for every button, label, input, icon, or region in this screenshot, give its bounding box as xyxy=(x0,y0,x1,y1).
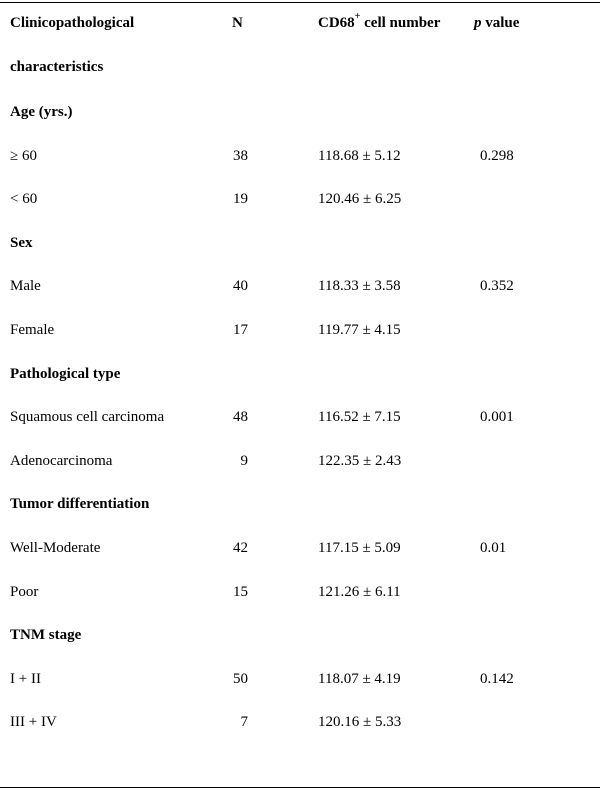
row-label: Squamous cell carcinoma xyxy=(10,409,165,425)
row-cd68-value: 122.35 ± 2.43 xyxy=(318,453,402,469)
row-cd68-value: 117.15 ± 5.09 xyxy=(318,540,401,556)
row-label: III + IV xyxy=(10,714,57,730)
row-p-value: 0.352 xyxy=(480,278,514,294)
row-cd68-value: 118.33 ± 3.58 xyxy=(318,278,401,294)
row-p-value: 0.298 xyxy=(480,148,514,164)
row-n: 40 xyxy=(233,278,248,294)
header-p-italic: p xyxy=(474,15,482,31)
header-p-suffix: value xyxy=(481,15,520,31)
row-n: 50 xyxy=(233,671,248,687)
header-cd68 xyxy=(318,11,441,32)
table-top-rule xyxy=(0,2,600,3)
row-cd68-value: 121.26 ± 6.11 xyxy=(318,584,401,600)
header-cd68-suffix: cell number xyxy=(360,15,441,31)
header-cd68-prefix: CD68 xyxy=(318,15,355,31)
header-characteristics-line2: characteristics xyxy=(10,59,104,75)
row-p-value: 0.142 xyxy=(480,671,514,687)
group-heading: Sex xyxy=(10,235,33,251)
table-bottom-rule xyxy=(0,787,600,788)
row-n: 9 xyxy=(240,453,248,469)
row-label: Well-Moderate xyxy=(10,540,101,556)
header-characteristics-line1: Clinicopathological xyxy=(10,15,135,31)
row-label: Female xyxy=(10,322,55,338)
row-n: 15 xyxy=(233,584,248,600)
group-heading: Pathological type xyxy=(10,366,121,382)
row-label: I + II xyxy=(10,671,41,687)
row-label: Male xyxy=(10,278,41,294)
row-label: Adenocarcinoma xyxy=(10,453,113,469)
group-heading: Age (yrs.) xyxy=(10,104,73,120)
row-cd68-value: 120.16 ± 5.33 xyxy=(318,714,402,730)
row-n: 48 xyxy=(233,409,248,425)
row-cd68-value: 118.07 ± 4.19 xyxy=(318,671,401,687)
header-cd68-superscript: + xyxy=(354,11,361,22)
row-p-value: 0.01 xyxy=(480,540,507,556)
row-n: 7 xyxy=(240,714,248,730)
group-heading: TNM stage xyxy=(10,627,82,643)
header-n: N xyxy=(232,15,243,31)
row-cd68-value: 116.52 ± 7.15 xyxy=(318,409,401,425)
row-n: 17 xyxy=(233,322,248,338)
row-n: 42 xyxy=(233,540,248,556)
row-label: ≥ 60 xyxy=(10,148,37,164)
header-p-value xyxy=(474,14,519,32)
row-n: 19 xyxy=(233,191,248,207)
row-n: 38 xyxy=(233,148,248,164)
group-heading: Tumor differentiation xyxy=(10,496,150,512)
row-label: < 60 xyxy=(10,191,38,207)
row-p-value: 0.001 xyxy=(480,409,514,425)
row-cd68-value: 118.68 ± 5.12 xyxy=(318,148,401,164)
row-cd68-value: 120.46 ± 6.25 xyxy=(318,191,402,207)
row-label: Poor xyxy=(10,584,39,600)
row-cd68-value: 119.77 ± 4.15 xyxy=(318,322,401,338)
